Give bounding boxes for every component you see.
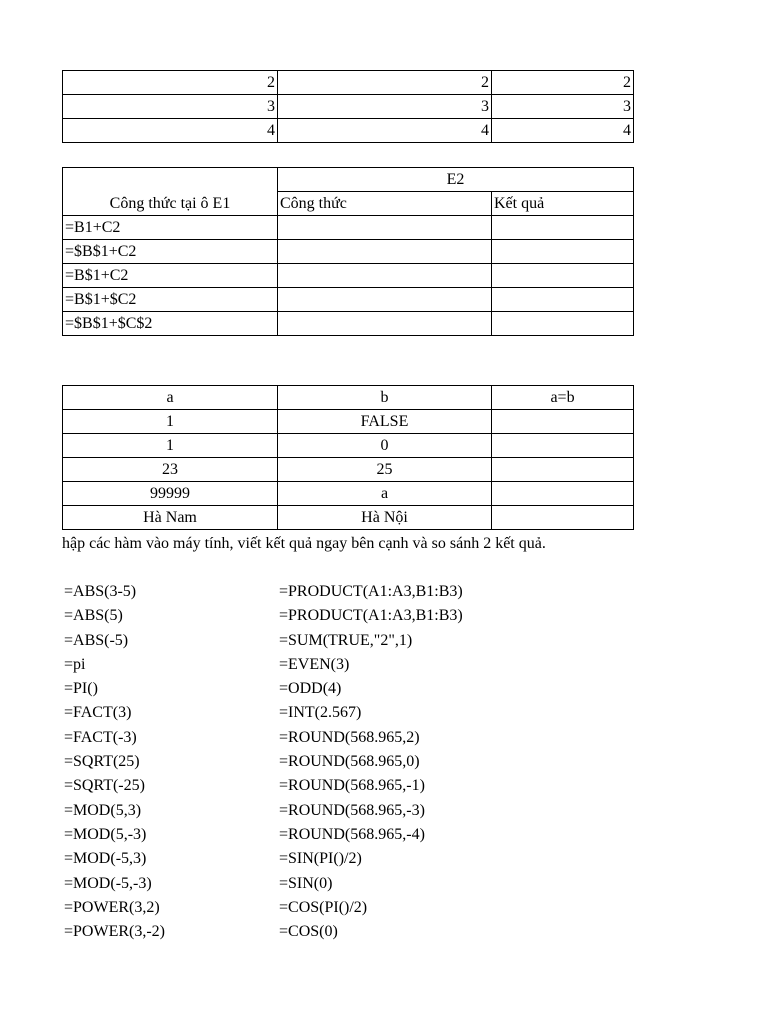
empty-cell[interactable] <box>492 216 634 240</box>
table-header-row <box>63 168 634 192</box>
formula-list-right <box>279 580 463 944</box>
formula-item[interactable]: =pi <box>64 655 86 673</box>
table-cell[interactable]: 3 <box>278 95 492 119</box>
empty-cell[interactable] <box>278 216 492 240</box>
formula-list-left <box>64 580 165 944</box>
empty-cell[interactable] <box>492 312 634 336</box>
empty-cell[interactable] <box>278 240 492 264</box>
table-row <box>63 95 634 119</box>
table-cell[interactable]: 23 <box>63 458 278 482</box>
formula-reference-table <box>62 167 634 336</box>
formula-item[interactable]: =FACT(-3) <box>64 728 137 746</box>
formula-cell[interactable]: =B$1+C2 <box>63 264 278 288</box>
table-cell[interactable] <box>492 410 634 434</box>
formula-item[interactable]: =ROUND(568.965,-1) <box>279 777 425 795</box>
formula-item[interactable]: =FACT(3) <box>64 704 132 722</box>
table-row <box>63 434 634 458</box>
formula-item[interactable]: =ABS(3-5) <box>64 583 137 600</box>
table-cell[interactable]: a <box>278 482 492 506</box>
table-cell[interactable]: 99999 <box>63 482 278 506</box>
table-row <box>63 458 634 482</box>
empty-cell[interactable] <box>278 264 492 288</box>
table-row <box>63 216 634 240</box>
formula-item[interactable]: =SUM(TRUE,"2",1) <box>279 631 413 649</box>
formula-item[interactable]: =PRODUCT(A1:A3,B1:B3) <box>279 583 463 600</box>
formula-item[interactable]: =SIN(PI()/2) <box>279 850 362 868</box>
formula-item[interactable]: =ODD(4) <box>279 680 342 698</box>
table-cell[interactable]: 0 <box>278 434 492 458</box>
table-cell[interactable]: Hà Nam <box>63 506 278 530</box>
formula-cell[interactable]: =B1+C2 <box>63 216 278 240</box>
table-row <box>63 240 634 264</box>
table-cell[interactable]: FALSE <box>278 410 492 434</box>
formula-item[interactable]: =MOD(5,-3) <box>64 825 147 843</box>
column-header-b[interactable]: b <box>278 386 492 410</box>
table-row <box>63 288 634 312</box>
table-cell[interactable] <box>492 482 634 506</box>
empty-cell[interactable] <box>492 288 634 312</box>
table-cell[interactable]: 2 <box>63 71 278 95</box>
column-header-result[interactable]: Kết quả <box>492 192 634 216</box>
formula-item[interactable]: =COS(PI()/2) <box>279 898 368 916</box>
column-header-a[interactable]: a <box>63 386 278 410</box>
formula-item[interactable]: =INT(2.567) <box>279 704 362 722</box>
table-cell[interactable]: 25 <box>278 458 492 482</box>
table-cell[interactable]: 3 <box>63 95 278 119</box>
comparison-table <box>62 385 634 530</box>
formula-item[interactable]: =PI() <box>64 680 98 698</box>
formula-item[interactable]: =SIN(0) <box>279 874 333 892</box>
instruction-text: hập các hàm vào máy tính, viết kết quả ngay bên cạnh và so sánh 2 kết quả. <box>62 535 546 552</box>
formula-cell[interactable]: =B$1+$C2 <box>63 288 278 312</box>
formula-item[interactable]: =COS(0) <box>279 923 338 941</box>
values-table <box>62 70 634 143</box>
table-cell[interactable]: 1 <box>63 410 278 434</box>
formula-item[interactable]: =SQRT(-25) <box>64 777 145 795</box>
formula-item[interactable]: =EVEN(3) <box>279 655 350 673</box>
formula-item[interactable]: =ROUND(568.965,-4) <box>279 825 425 843</box>
formula-item[interactable]: =ABS(5) <box>64 607 123 625</box>
table-row <box>63 506 634 530</box>
table-cell[interactable]: 4 <box>278 119 492 143</box>
table-cell[interactable] <box>492 434 634 458</box>
column-header-a-equals-b[interactable]: a=b <box>492 386 634 410</box>
table-row <box>63 312 634 336</box>
table-row <box>63 264 634 288</box>
table-header-row <box>63 386 634 410</box>
formula-item[interactable]: =POWER(3,-2) <box>64 923 166 941</box>
formula-item[interactable]: =MOD(-5,-3) <box>64 874 152 892</box>
table-cell[interactable]: Hà Nội <box>278 506 492 530</box>
formula-item[interactable]: =PRODUCT(A1:A3,B1:B3) <box>279 607 463 625</box>
table-cell[interactable] <box>492 458 634 482</box>
formula-cell[interactable]: =$B$1+C2 <box>63 240 278 264</box>
empty-cell[interactable] <box>278 312 492 336</box>
table-cell[interactable] <box>492 506 634 530</box>
formula-item[interactable]: =MOD(-5,3) <box>64 850 147 868</box>
group-header-e2[interactable]: E2 <box>278 168 634 192</box>
formula-item[interactable]: =ROUND(568.965,-3) <box>279 801 425 819</box>
table-row <box>63 410 634 434</box>
empty-cell[interactable] <box>278 288 492 312</box>
table-cell[interactable]: 1 <box>63 434 278 458</box>
column-header-formula-e1[interactable]: Công thức tại ô E1 <box>63 168 278 216</box>
formula-cell[interactable]: =$B$1+$C$2 <box>63 312 278 336</box>
table-row <box>63 482 634 506</box>
formula-item[interactable]: =ROUND(568.965,0) <box>279 753 420 771</box>
table-cell[interactable]: 2 <box>492 71 634 95</box>
formula-item[interactable]: =ROUND(568.965,2) <box>279 728 420 746</box>
formula-item[interactable]: =ABS(-5) <box>64 631 129 649</box>
table-cell[interactable]: 4 <box>63 119 278 143</box>
table-row <box>63 71 634 95</box>
table-row <box>63 119 634 143</box>
empty-cell[interactable] <box>492 264 634 288</box>
empty-cell[interactable] <box>492 240 634 264</box>
column-header-formula[interactable]: Công thức <box>278 192 492 216</box>
table-cell[interactable]: 4 <box>492 119 634 143</box>
formula-item[interactable]: =MOD(5,3) <box>64 801 142 819</box>
table-cell[interactable]: 3 <box>492 95 634 119</box>
formula-item[interactable]: =POWER(3,2) <box>64 898 160 916</box>
formula-item[interactable]: =SQRT(25) <box>64 753 140 771</box>
table-cell[interactable]: 2 <box>278 71 492 95</box>
